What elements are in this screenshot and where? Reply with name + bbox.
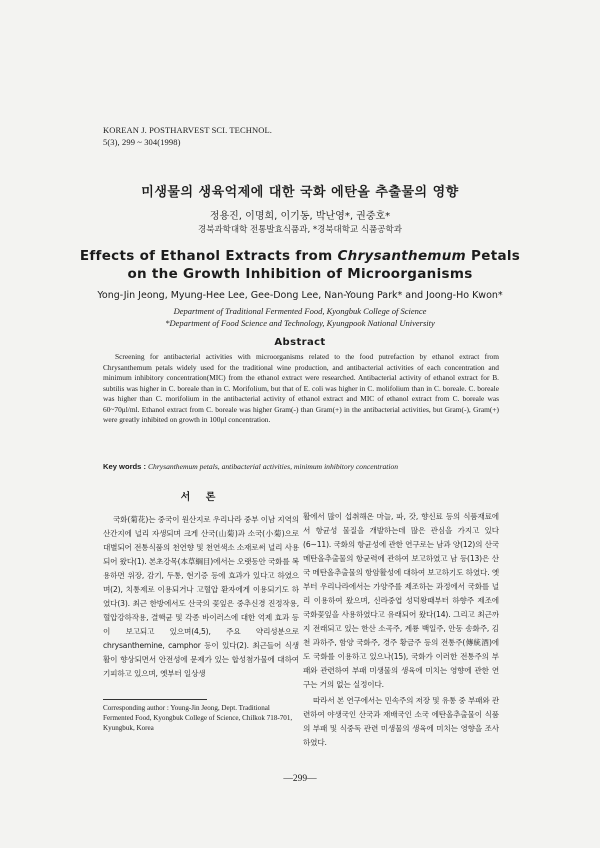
keywords-text: Chrysanthemum petals, antibacterial activities, minimum inhibitory concentration <box>147 462 399 471</box>
korean-title: 미생물의 생육억제에 대한 국화 에탄올 추출물의 영향 <box>141 185 459 200</box>
english-authors: Yong-Jin Jeong, Myung-Hee Lee, Gee-Dong Lee, Nan-Young Park* and Joong-Ho Kwon* <box>97 290 503 301</box>
intro-paragraph-2: 활에서 많이 섭취해온 마늘, 파, 갓, 향신료 등의 식품재료에서 항균성 물질을 개발하는데 많은 관심을 가지고 있다(6~11). 국화의 항균성에 관한 연구로는 남과 양(12)의 산국 메탄올추출물의 항균력에 관하여 보고하였고 남 등(13)은 산국 메탄올추출물의 항암활성에 대하여 보고하기도 하였다. 옛부터 우리나라에서는 가양주를 제조하는 과정에서 국화를 널리 이용하여 왔으며, 신라중엽 성덕왕때부터 하향주 제조에 국화꽃잎을 사용하였다고 유래되어 왔다(14). 그리고 최근까지 전래되고 있는 한산 소곡주, 계룡 백일주, 안동 송화주, 김천 과하주, 함양 국화주, 경주 황금주 등의 전통주(傳統酒)에도 국화를 이용하고 있으나(15), 국화가 이러한 전통주의 부패와 관련하여 부패 미생물의 생육에 미치는 영향에 관한 연구는 거의 없는 실정이다. <box>303 512 499 689</box>
korean-affiliation: 경북과학대학 전통발효식품과, *경북대학교 식품공학과 <box>198 225 402 235</box>
title-text-part2: Petals <box>466 248 521 264</box>
korean-authors: 정용진, 이명희, 이기동, 박난영*, 권중호* <box>209 211 391 222</box>
section-heading-introduction: 서 론 <box>180 492 222 503</box>
intro-paragraph-3: 따라서 본 연구에서는 민속주의 저장 및 유통 중 부패와 관련하여 야생국인 산국과 재배국인 소국 에탄올추출물이 식품의 부패 및 식중독 관련 미생물의 생육에 미치는 영향을 조사하였다. <box>303 696 499 747</box>
english-title <box>0 247 600 283</box>
corresponding-author-footnote: Corresponding author : Young-Jin Jeong, Dept. Traditional Fermented Food, Kyongbuk College of Science, Chilkok 718-701, Kyungbuk, Korea <box>103 704 293 732</box>
abstract-heading: Abstract <box>274 337 326 348</box>
journal-volume: 5(3), 299 ~ 304(1998) <box>103 137 181 147</box>
english-affiliations <box>0 305 600 329</box>
title-text-part1: Effects of Ethanol Extracts from <box>79 248 338 264</box>
affiliation-2: *Department of Food Science and Technology, Kyungpook National University <box>165 318 435 328</box>
affiliation-1: Department of Traditional Fermented Food, Kyongbuk College of Science <box>173 306 427 316</box>
abstract-text: Screening for antibacterial activities with microorganisms related to the food putrefaction by ethanol extract from Chrysanthemum petals widely used for the traditional wine production, and antibacterial activities of each concentration and minimum inhibitory concentration(MIC) from the ethanol extract were researched. Antibacterial activity of ethanol extract for B. subtilis was higher in C. boreale than in C. Morifolium, but that of E. coli was higher in C. molifolium than in C. boreale. C. boreale was higher than C. morifolium in the antibacterial activity of ethanol extract and MIC of ethanol extract from C. boreale was 60~70μl/ml. Ethanol extract from C. boreale was higher Gram(-) than Gram(+) in the antibacterial activities, but Gram(-), Gram(+) were greatly inhibited on growth in 100μl concentration. <box>103 352 499 424</box>
intro-paragraph-1: 국화(菊花)는 중국이 원산지로 우리나라 중부 이남 지역의 산간지에 널리 자생되며 크게 산국(山菊)과 소국(小菊)으로 대별되어 전통식품의 천연향 및 천연색소 소재로써 널리 사용되어 왔다(1). 본초강목(本草綱目)에서는 오랫동안 국화를 복용하면 위장, 감기, 두통, 현기증 등에 효과가 있다고 하였으며(2), 치통제로 이용되거나 고혈압 환자에게 이용되기도 하였다(3). 최근 한방에서도 산국의 꽃잎은 중추신경 진정작용, 혈압강하작용, 결핵균 및 각종 바이러스에 대한 억제 효과 등이 보고되고 있으며(4,5), 주요 약리성분으로 chrysanthemine, camphor 등이 있다(2). 최근들어 식생활이 향상되면서 안전성에 문제가 있는 합성첨가물에 대하여 기피하고 있으며, 옛부터 일상생 <box>103 515 299 678</box>
left-column <box>103 491 299 681</box>
english-title-line1 <box>0 247 600 265</box>
keywords <box>103 462 499 473</box>
right-column <box>303 510 499 750</box>
page-number: —299— <box>283 774 317 784</box>
title-text-italic: Chrysanthemum <box>337 248 467 264</box>
footnote-rule <box>103 699 207 700</box>
journal-citation <box>103 124 272 148</box>
keywords-label: Key words : <box>103 462 147 471</box>
journal-name: KOREAN J. POSTHARVEST SCI. TECHNOL. <box>103 125 272 135</box>
english-title-line2: on the Growth Inhibition of Microorganisms <box>127 266 473 282</box>
